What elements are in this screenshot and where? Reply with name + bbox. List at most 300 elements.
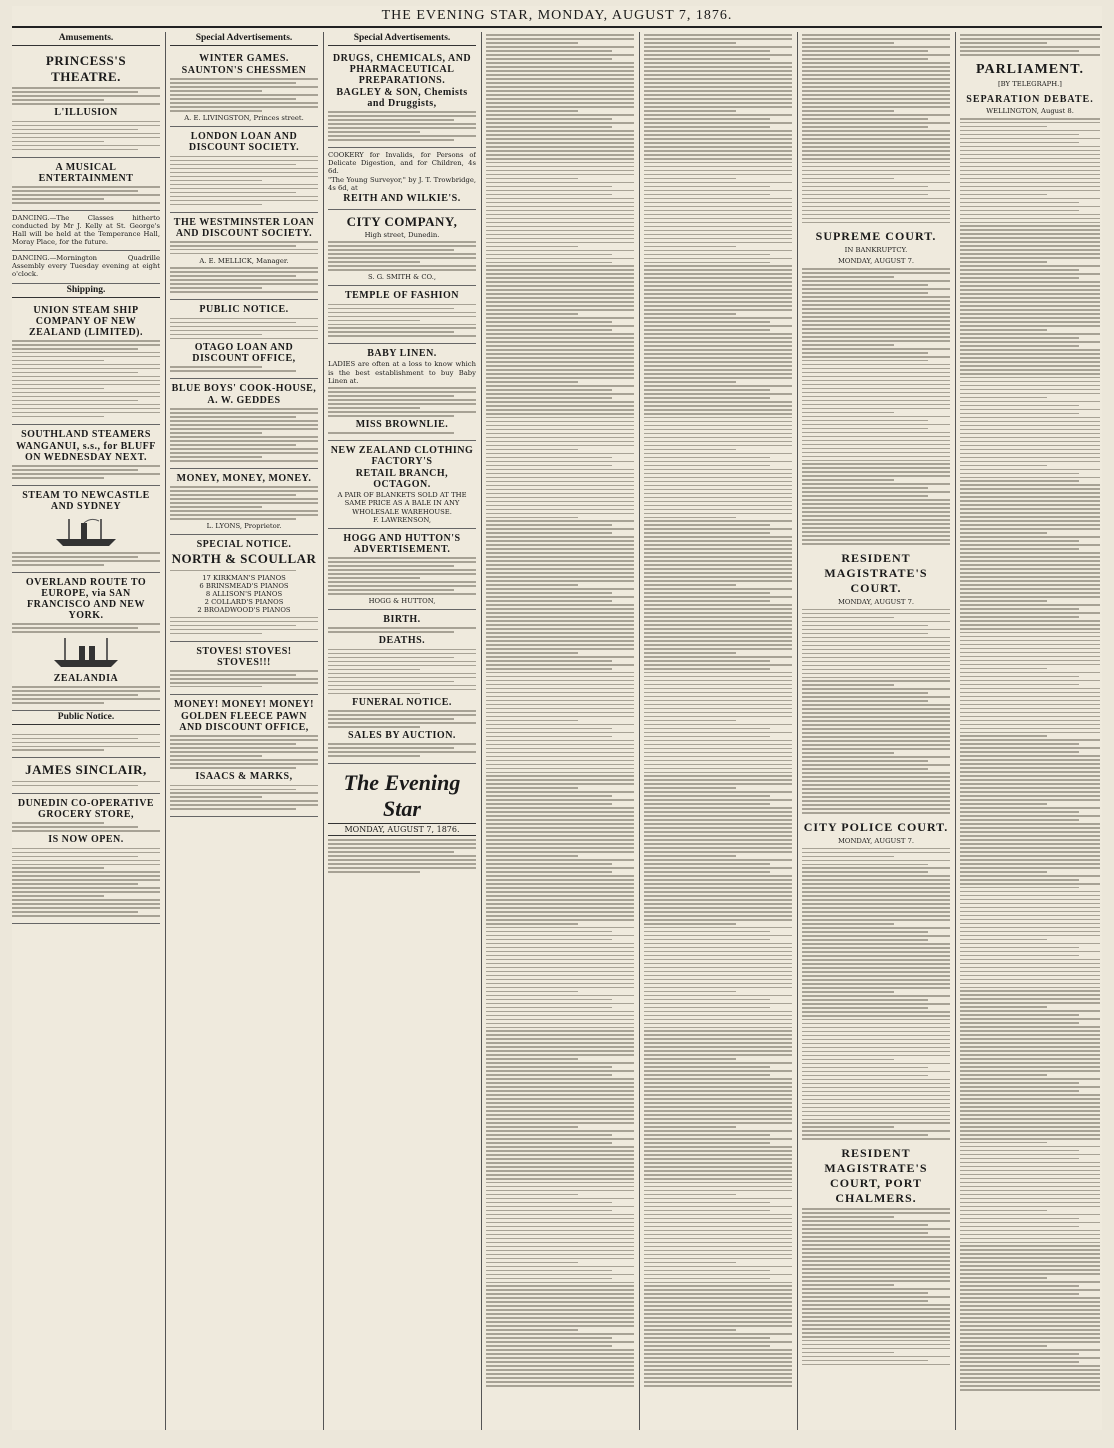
text-line	[960, 967, 1100, 969]
text-line	[960, 34, 1100, 36]
text-line	[644, 1126, 736, 1128]
text-line	[644, 644, 792, 646]
text-line	[802, 1220, 950, 1222]
text-line	[960, 253, 1100, 255]
text-line	[486, 325, 634, 327]
text-line	[802, 316, 950, 318]
text-line	[644, 393, 792, 395]
text-line	[486, 393, 634, 395]
text-line	[486, 421, 634, 423]
text-line	[960, 867, 1100, 869]
text-line	[802, 899, 950, 901]
text-line	[486, 979, 634, 981]
text-line	[486, 1046, 634, 1048]
text-line	[644, 46, 792, 48]
text-line	[486, 242, 634, 244]
text-line	[644, 150, 792, 152]
text-line	[802, 696, 950, 698]
text-line	[486, 1365, 634, 1367]
text-line	[486, 923, 578, 925]
text-line	[644, 186, 770, 188]
text-line	[644, 465, 770, 467]
birth-heading: BIRTH.	[383, 614, 421, 626]
text-line	[960, 668, 1047, 670]
ad-livingston-sig: A. E. LIVINGSTON, Princes street.	[184, 114, 304, 123]
text-line	[486, 520, 634, 522]
text-line	[644, 1182, 792, 1184]
text-line	[644, 369, 792, 371]
text-line	[486, 289, 634, 291]
text-line	[486, 361, 634, 363]
column-1	[12, 32, 160, 1430]
text-line	[486, 839, 634, 841]
text-line	[644, 664, 792, 666]
text-line	[960, 218, 1100, 220]
text-line	[486, 1282, 634, 1284]
text-line	[960, 1293, 1079, 1295]
text-line	[802, 1099, 950, 1101]
text-line	[960, 273, 1100, 275]
text-line	[486, 827, 634, 829]
text-line	[486, 1190, 634, 1192]
text-line	[644, 851, 792, 853]
text-line	[960, 1353, 1079, 1355]
text-line	[644, 955, 792, 957]
column-4	[486, 32, 634, 1430]
text-line	[644, 1050, 792, 1052]
text-line	[486, 166, 634, 168]
text-line	[960, 1214, 1100, 1216]
ad-hogg-title: HOGG AND HUTTON'S ADVERTISEMENT.	[343, 532, 461, 555]
text-line	[644, 82, 792, 84]
text-line	[802, 86, 950, 88]
text-line	[802, 360, 928, 362]
text-line	[960, 1110, 1100, 1112]
text-line	[644, 560, 792, 562]
text-line	[486, 409, 634, 411]
text-line	[960, 939, 1047, 941]
text-line	[802, 848, 950, 850]
text-line	[644, 668, 770, 670]
text-line	[802, 792, 950, 794]
text-line	[486, 1146, 634, 1148]
text-line	[960, 1090, 1079, 1092]
text-line	[644, 289, 792, 291]
text-line	[802, 692, 928, 694]
text-line	[486, 596, 634, 598]
ad-blue-boys	[170, 379, 318, 469]
text-line	[802, 110, 894, 112]
text-line	[960, 361, 1100, 363]
text-line	[486, 744, 634, 746]
ad-golden-fleece	[170, 695, 318, 818]
text-line	[486, 437, 634, 439]
text-line	[960, 385, 1100, 387]
piano-line-5: 2 BROADWOOD'S PIANOS	[197, 606, 291, 615]
text-line	[960, 1122, 1100, 1124]
text-line	[486, 756, 634, 758]
text-line	[960, 556, 1100, 558]
text-line	[802, 915, 950, 917]
text-line	[486, 819, 634, 821]
ad-mellick-sig: A. E. MELLICK, Manager.	[199, 256, 289, 265]
text-line	[802, 1328, 950, 1330]
text-line	[802, 1264, 950, 1266]
text-line	[802, 416, 950, 418]
ad-temple-title: TEMPLE OF FASHION	[344, 290, 460, 302]
text-line	[644, 556, 792, 558]
text-line	[960, 377, 1100, 379]
text-line	[644, 401, 792, 403]
text-line	[960, 237, 1100, 239]
news-text-7a	[960, 34, 1100, 56]
text-line	[644, 536, 792, 538]
text-line	[644, 883, 792, 885]
text-line	[960, 118, 1100, 120]
text-line	[486, 285, 634, 287]
text-line	[960, 612, 1100, 614]
text-line	[960, 1078, 1100, 1080]
text-line	[486, 752, 634, 754]
text-line	[644, 1373, 792, 1375]
text-line	[960, 831, 1100, 833]
text-line	[960, 1285, 1079, 1287]
text-line	[486, 1150, 634, 1152]
piano-line-2: 6 BRINSMEAD'S PIANOS	[199, 581, 289, 590]
text-line	[802, 852, 950, 854]
text-line	[802, 871, 928, 873]
text-line	[802, 463, 950, 465]
text-line	[802, 1348, 950, 1350]
ad-london-loan	[170, 127, 318, 212]
text-line	[960, 429, 1100, 431]
text-line	[960, 979, 1100, 981]
text-line	[644, 887, 792, 889]
text-line	[644, 1011, 792, 1013]
text-line	[644, 1289, 792, 1291]
text-line	[802, 376, 950, 378]
text-line	[486, 879, 634, 881]
supreme-court-heading: SUPREME COURT.	[815, 229, 937, 244]
text-line	[486, 134, 634, 136]
text-line	[486, 313, 578, 315]
text-line	[486, 54, 634, 56]
text-line	[644, 50, 770, 52]
text-line	[644, 385, 792, 387]
text-line	[960, 174, 1100, 176]
text-line	[644, 855, 736, 857]
ad-musical-title: A MUSICAL ENTERTAINMENT	[38, 161, 134, 184]
text-line	[960, 1289, 1100, 1291]
text-line	[802, 332, 950, 334]
text-line	[802, 951, 950, 953]
text-line	[644, 799, 792, 801]
text-line	[644, 608, 792, 610]
text-line	[486, 106, 634, 108]
text-line	[644, 126, 770, 128]
text-line	[644, 134, 792, 136]
text-line	[644, 1074, 770, 1076]
text-line	[802, 511, 950, 513]
text-line	[802, 138, 950, 140]
text-line	[644, 528, 792, 530]
text-line	[960, 313, 1100, 315]
text-line	[960, 222, 1100, 224]
text-line	[960, 552, 1100, 554]
text-line	[486, 564, 634, 566]
text-line	[644, 775, 792, 777]
text-line	[644, 265, 792, 267]
text-line	[486, 987, 634, 989]
column-6	[802, 32, 950, 1430]
text-line	[960, 987, 1100, 989]
text-line	[644, 979, 792, 981]
ad-overland	[12, 573, 160, 711]
text-line	[802, 174, 950, 176]
text-line	[960, 421, 1100, 423]
text-line	[802, 1083, 950, 1085]
text-line	[486, 740, 634, 742]
text-line	[802, 1134, 928, 1136]
text-line	[802, 507, 950, 509]
masthead: THE EVENING STAR, MONDAY, AUGUST 7, 1876.	[381, 8, 733, 23]
ad-money-title: MONEY, MONEY, MONEY.	[176, 473, 312, 485]
text-line	[960, 413, 1079, 415]
text-line	[644, 1258, 792, 1260]
text-line	[486, 815, 634, 817]
text-line	[644, 1046, 792, 1048]
text-line	[644, 269, 792, 271]
text-line	[486, 250, 634, 252]
text-line	[486, 999, 612, 1001]
text-line	[486, 122, 634, 124]
text-line	[960, 42, 1047, 44]
text-line	[644, 823, 792, 825]
text-line	[644, 756, 792, 758]
text-line	[960, 692, 1100, 694]
news-text-column-5	[644, 34, 792, 1386]
text-line	[802, 704, 950, 706]
text-line	[802, 740, 950, 742]
text-line	[486, 540, 634, 542]
text-line	[644, 1365, 792, 1367]
text-line	[802, 444, 950, 446]
text-line	[960, 955, 1079, 957]
text-line	[644, 1023, 792, 1025]
text-line	[644, 1178, 792, 1180]
text-line	[644, 803, 770, 805]
text-line	[802, 1122, 950, 1124]
column-rule	[639, 32, 640, 1430]
text-line	[486, 154, 634, 156]
text-line	[960, 285, 1100, 287]
text-line	[486, 760, 634, 762]
text-line	[486, 875, 634, 877]
text-line	[960, 1150, 1079, 1152]
text-line	[486, 150, 634, 152]
column-rule	[955, 32, 956, 1430]
text-line	[486, 1377, 634, 1379]
text-line	[802, 479, 894, 481]
text-line	[644, 1134, 770, 1136]
text-line	[960, 767, 1100, 769]
text-line	[486, 1289, 634, 1291]
text-line	[486, 772, 634, 774]
text-line	[802, 206, 950, 208]
ad-hogg-sig: HOGG & HUTTON,	[368, 596, 436, 605]
text-line	[644, 1054, 792, 1056]
text-line	[486, 584, 578, 586]
text-line	[486, 258, 634, 260]
text-line	[644, 1030, 792, 1032]
text-line	[486, 277, 634, 279]
text-line	[960, 1162, 1100, 1164]
text-line	[960, 500, 1100, 502]
text-line	[802, 356, 950, 358]
text-line	[644, 102, 792, 104]
text-line	[486, 823, 634, 825]
text-line	[802, 154, 950, 156]
text-line	[486, 1122, 634, 1124]
text-line	[960, 393, 1100, 395]
text-line	[486, 600, 612, 602]
text-line	[486, 46, 634, 48]
ad-special-notice	[170, 535, 318, 641]
text-line	[960, 1034, 1100, 1036]
news-text-6e	[802, 1208, 950, 1365]
text-line	[802, 1115, 950, 1117]
ad-nz-clothing	[328, 441, 476, 528]
funeral-heading: FUNERAL NOTICE.	[352, 696, 452, 708]
text-line	[802, 764, 950, 766]
text-line	[960, 660, 1100, 662]
ad-coop	[12, 794, 160, 924]
text-line	[486, 963, 634, 965]
text-line	[802, 995, 950, 997]
editorial-date: MONDAY, AUGUST 7, 1876.	[328, 823, 476, 836]
text-line	[960, 544, 1100, 546]
text-line	[960, 241, 1100, 243]
text-line	[644, 1313, 792, 1315]
text-line	[960, 684, 1079, 686]
wellington-dateline: WELLINGTON, August 8.	[986, 106, 1074, 115]
text-line	[802, 539, 950, 541]
text-line	[960, 1058, 1100, 1060]
text-line	[802, 222, 950, 224]
text-line	[644, 640, 792, 642]
text-line	[960, 1361, 1079, 1363]
text-line	[960, 963, 1100, 965]
text-line	[960, 779, 1100, 781]
text-line	[960, 1102, 1100, 1104]
text-line	[644, 1282, 792, 1284]
text-line	[960, 811, 1079, 813]
text-line	[644, 373, 792, 375]
text-line	[486, 536, 634, 538]
text-line	[960, 704, 1100, 706]
text-line	[644, 656, 792, 658]
text-line	[486, 1373, 634, 1375]
text-line	[802, 677, 950, 679]
ad-westminster	[170, 213, 318, 301]
text-line	[486, 210, 634, 212]
ad-baby-title: BABY LINEN.	[367, 348, 437, 360]
text-line	[644, 568, 792, 570]
text-line	[644, 1305, 792, 1307]
text-line	[486, 162, 634, 164]
text-line	[486, 1062, 634, 1064]
text-line	[960, 214, 1100, 216]
text-line	[802, 911, 950, 913]
text-line	[802, 424, 950, 426]
ad-newcastle-title: STEAM TO NEWCASTLE AND SYDNEY	[22, 489, 150, 512]
text-line	[960, 919, 1100, 921]
text-line	[486, 1250, 634, 1252]
sales-heading: SALES BY AUCTION.	[348, 729, 456, 741]
text-line	[802, 808, 950, 810]
text-line	[802, 392, 950, 394]
text-line	[486, 684, 634, 686]
text-line	[486, 497, 634, 499]
text-line	[960, 1257, 1100, 1259]
text-line	[802, 452, 950, 454]
text-line	[802, 134, 950, 136]
text-line	[960, 249, 1100, 251]
text-line	[960, 520, 1100, 522]
text-line	[960, 1349, 1100, 1351]
text-line	[486, 413, 634, 415]
text-line	[960, 269, 1079, 271]
text-line	[802, 336, 950, 338]
text-line	[802, 1216, 894, 1218]
text-line	[486, 931, 612, 933]
text-line	[960, 739, 1100, 741]
text-line	[486, 855, 578, 857]
text-line	[644, 333, 792, 335]
text-line	[960, 317, 1100, 319]
text-line	[644, 1027, 792, 1029]
text-line	[960, 891, 1100, 893]
text-line	[802, 1236, 950, 1238]
text-line	[644, 891, 792, 893]
text-line	[644, 273, 792, 275]
ad-isaacs-title: ISAACS & MARKS,	[195, 771, 293, 783]
text-line	[644, 381, 736, 383]
text-line	[486, 795, 612, 797]
text-line	[644, 1015, 792, 1017]
text-line	[644, 919, 792, 921]
text-line	[486, 433, 634, 435]
text-line	[802, 935, 950, 937]
text-line	[644, 98, 792, 100]
text-line	[960, 1030, 1100, 1032]
text-line	[644, 815, 792, 817]
ad-musical	[12, 158, 160, 211]
text-line	[960, 1313, 1100, 1315]
text-line	[644, 620, 792, 622]
text-line	[960, 775, 1100, 777]
text-line	[802, 396, 950, 398]
text-line	[644, 983, 792, 985]
text-line	[960, 608, 1079, 610]
text-line	[960, 859, 1100, 861]
text-line	[960, 1261, 1100, 1263]
text-line	[960, 899, 1100, 901]
text-line	[802, 74, 950, 76]
text-line	[644, 648, 792, 650]
text-line	[960, 1134, 1100, 1136]
text-line	[802, 475, 950, 477]
